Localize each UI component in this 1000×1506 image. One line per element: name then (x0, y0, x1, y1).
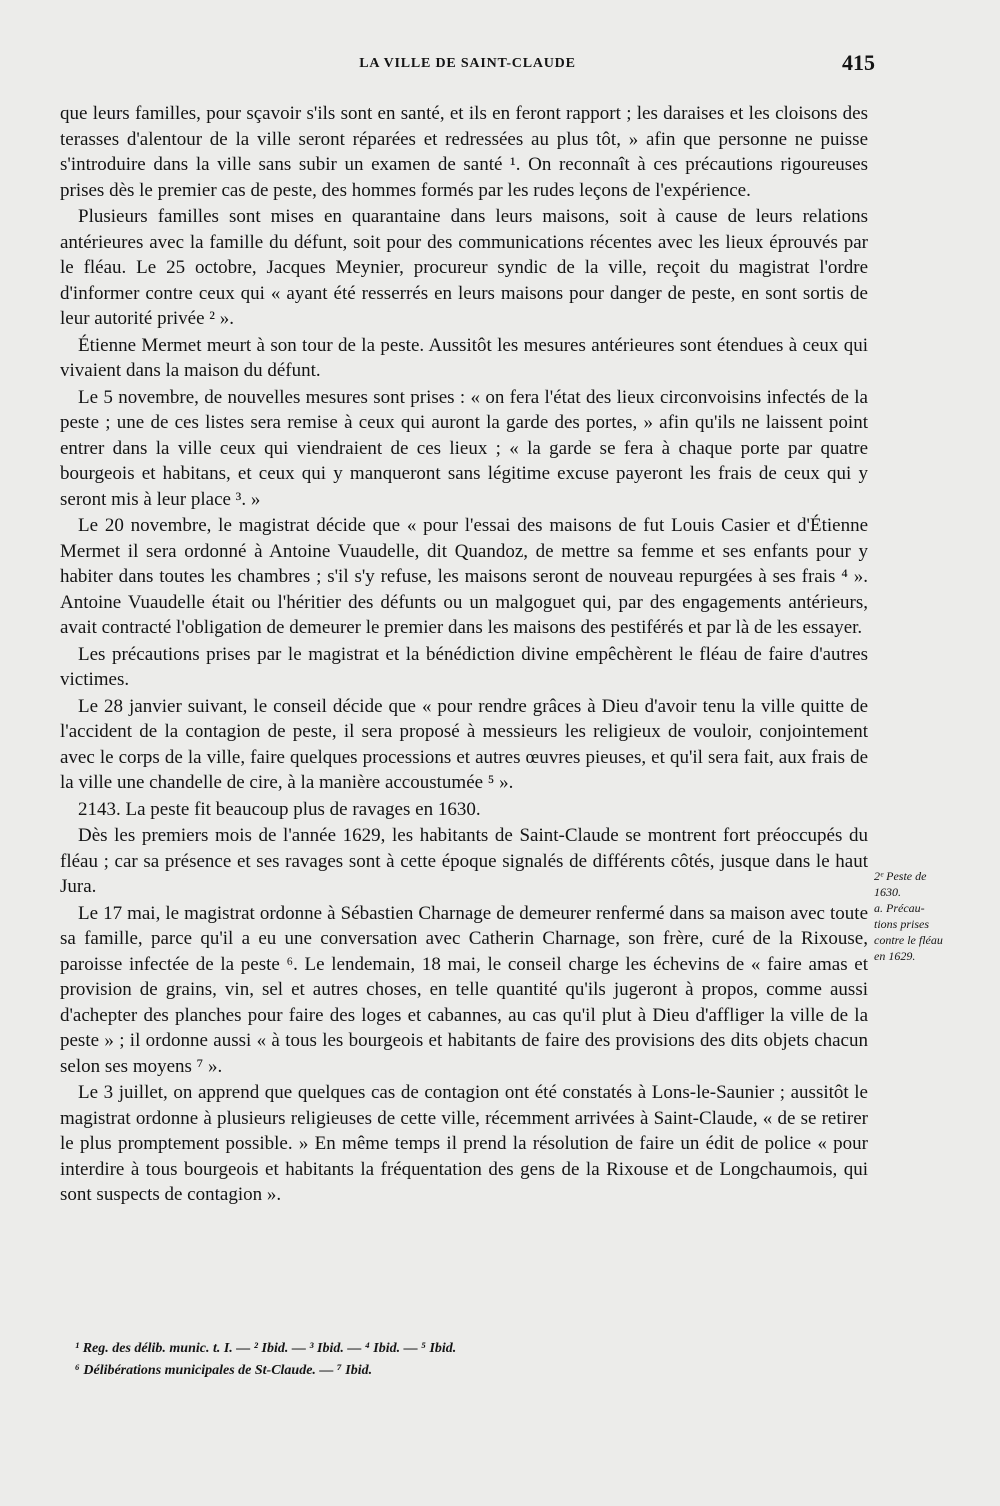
paragraph: Les précautions prises par le magistrat et la bénédiction divine empêchèrent le fléau de faire d'autres victimes. (60, 643, 868, 690)
paragraph: Étienne Mermet meurt à son tour de la peste. Aussitôt les mesures antérieures sont étendues à ceux qui vivaient dans la maison du défunt. (60, 334, 868, 381)
body-text (60, 101, 868, 1208)
paragraph: Le 5 novembre, de nouvelles mesures sont prises : « on fera l'état des lieux circonvoisins infectés de la peste ; une de ces listes sera remise à ceux qui auront la garde des portes, » afin qu'ils ne laissent point entrer dans la ville ceux qui viendraient de ces lieux ; « la garde se fera à chaque porte par quatre bourgeois et habitans, et ceux qui y manqueront sans légitime excuse payeront les frais de ceux qui y seront mis à leur place ³. » (60, 386, 868, 510)
footnote-line: ¹ Reg. des délib. munic. t. I. — ² Ibid. — ³ Ibid. — ⁴ Ibid. — ⁵ Ibid. (75, 1341, 457, 1356)
paragraph: Le 20 novembre, le magistrat décide que « pour l'essai des maisons de fut Louis Casier et d'Étienne Mermet il sera ordonné à Antoine Vuaudelle, dit Quandoz, de mettre sa femme et ses enfants pour y habiter dans toutes les chambres ; s'il s'y refuse, les maisons seront de nouveau repurgées à ses frais ⁴ ». Antoine Vuaudelle était ou l'héritier des défunts ou un malgoguet qui, par des engagements antérieurs, avait contracté l'obligation de demeurer le premier dans les maisons des pestiférés et par là de les essayer. (60, 515, 868, 638)
margin-note-line: 2ᵉ Peste de (874, 869, 927, 883)
footnote-line: ⁶ Délibérations municipales de St-Claude. — ⁷ Ibid. (75, 1363, 373, 1378)
margin-note-line: contre le fléau (874, 933, 943, 947)
section-heading-2143: 2143. La peste fit beaucoup plus de ravages en 1630. (78, 798, 481, 820)
margin-note-line: en 1629. (874, 949, 916, 963)
paragraph: Plusieurs familles sont mises en quarantaine dans leurs maisons, soit à cause de leurs relations antérieures avec la famille du défunt, soit pour des communications récentes avec les lieux éprouvés par le fléau. Le 25 octobre, Jacques Meynier, procureur syndic de la ville, reçoit du magistrat l'ordre d'informer contre ceux qui « ayant été resserrés en leurs maisons pour danger de peste, en sont sortis de leur autorité privée ² ». (60, 206, 868, 329)
page-number: 415 (842, 50, 875, 75)
margin-note-line: a. Précau- (874, 901, 925, 915)
margin-note (874, 868, 970, 964)
paragraph: que leurs familles, pour sçavoir s'ils sont en santé, et ils en feront rapport ; les daraises et les cloisons des terasses d'alentour de la ville seront réparées et redressées au plus tôt, » afin que personne ne puisse s'introduire dans la ville sans subir un examen de santé ¹. On reconnaît à ces précautions rigoureuses prises dès le premier cas de peste, des hommes formés par les rudes leçons de l'expérience. (60, 103, 868, 201)
paragraph: Le 17 mai, le magistrat ordonne à Sébastien Charnage de demeurer renfermé dans sa maison avec toute sa famille, parce qu'il a eu une conversation avec Catherin Charnage, son frère, curé de la Rixouse, paroisse infectée de la peste ⁶. Le lendemain, 18 mai, le conseil charge les échevins de « faire amas et provision de grains, vin, sel et autres choses, en telle quantité qu'ils jugeront à propos, comme aussi d'achepter des planches pour faire des loges et cabannes, au cas qu'il plut à Dieu d'affliger la ville de la peste » ; il ordonne aussi « à tous les bourgeois et habitants de faire des provisions des dits objets chacun selon ses moyens ⁷ ». (60, 902, 868, 1077)
margin-note-line: tions prises (874, 917, 930, 931)
margin-note-line: 1630. (874, 885, 901, 899)
paragraph: Le 28 janvier suivant, le conseil décide que « pour rendre grâces à Dieu d'avoir tenu la ville quitte de l'accident de la contagion de peste, il sera proposé à messieurs les religieux de vouloir, conjointement avec le corps de la ville, faire quelques processions et autres œuvres pieuses, et qu'il sera fait, aux frais de la ville une chandelle de cire, à la manière accoustumée ⁵ ». (60, 695, 868, 793)
paragraph: Le 3 juillet, on apprend que quelques cas de contagion ont été constatés à Lons-le-Saunier ; aussitôt le magistrat ordonne à plusieurs religieuses de cette ville, récemment arrivées à Saint-Claude, « de se retirer le plus promptement possible. » En même temps il prend la résolution de faire un édit de police « pour interdire à tous bourgeois et habitants la fréquentation des gens de la Rixouse et de Longchaumois, qui sont suspects de contagion ». (60, 1082, 868, 1205)
page-header (60, 50, 875, 80)
running-title: LA VILLE DE SAINT-CLAUDE (359, 56, 576, 71)
paragraph: Dès les premiers mois de l'année 1629, les habitants de Saint-Claude se montrent fort préoccupés du fléau ; car sa présence et ses ravages sont à cette époque signalés de différents côtés, jusque dans le haut Jura. (60, 825, 868, 897)
footnotes (75, 1338, 895, 1382)
